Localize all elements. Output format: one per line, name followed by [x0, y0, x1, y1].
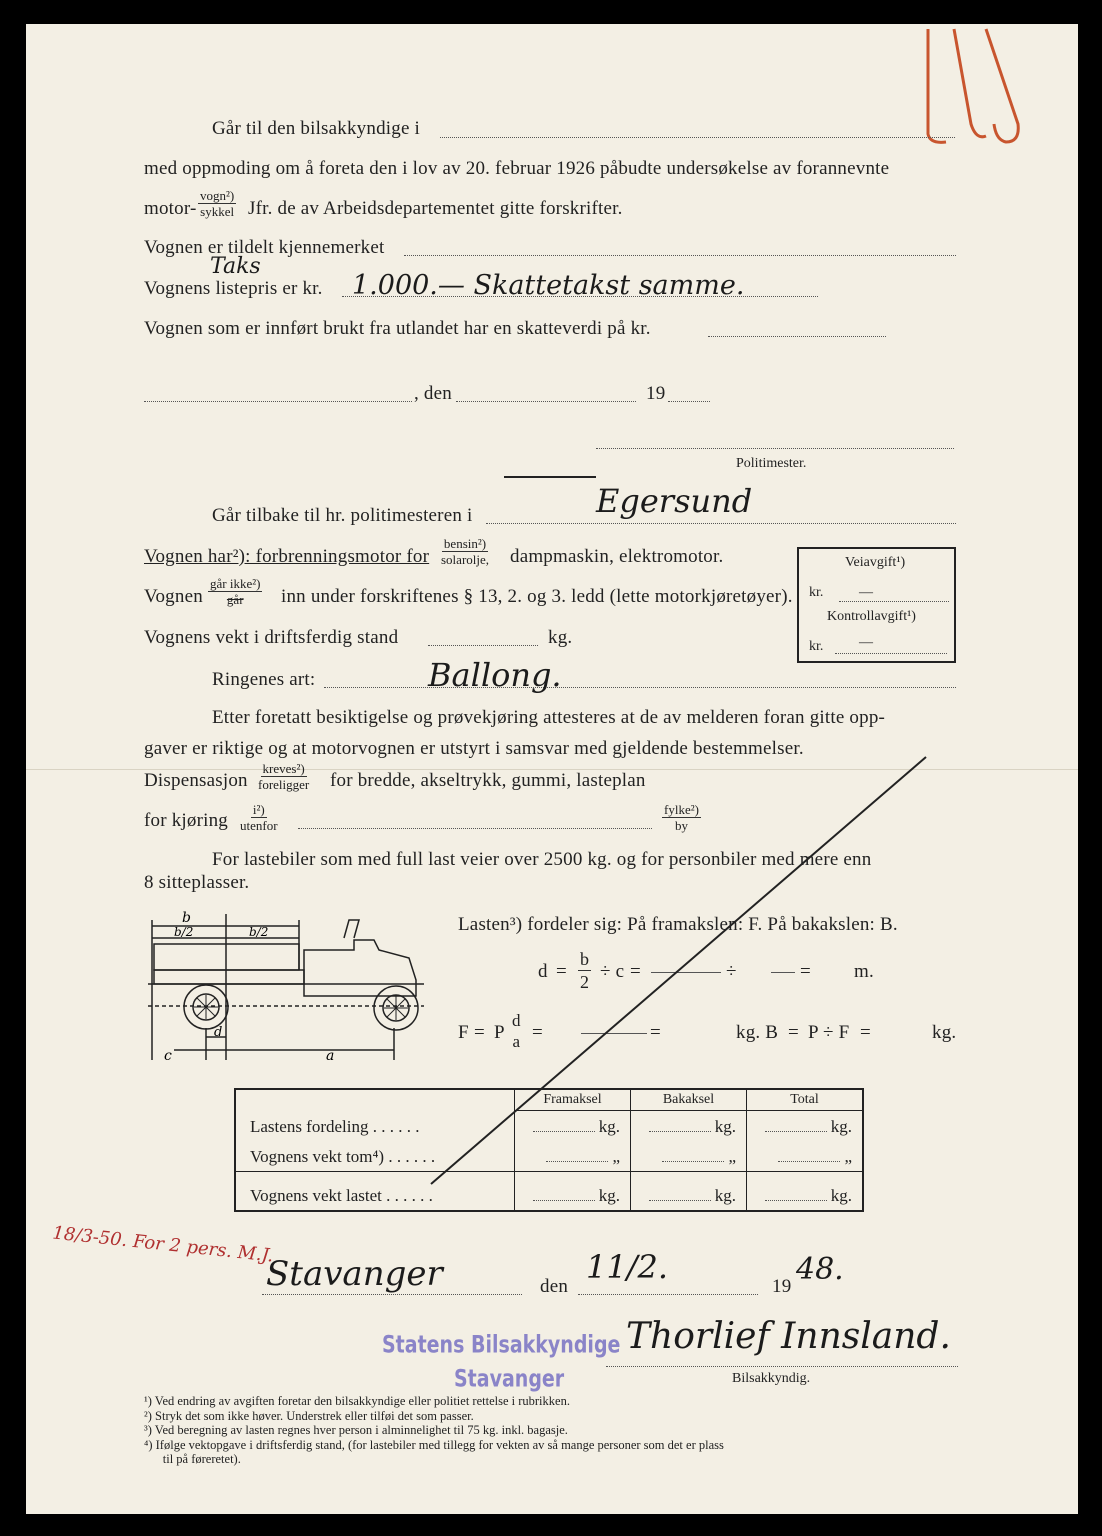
fraction-numerator: vogn²)	[200, 188, 235, 203]
diagram-label-c: c	[164, 1048, 172, 1064]
table-header-cell: Total	[746, 1089, 863, 1111]
header-line3-suffix: Jfr. de av Arbeidsdepartementet gitte forskrifter.	[248, 198, 623, 219]
fraction-numerator: d	[512, 1011, 521, 1030]
vognen-gar-suffix: inn under forskriftenes § 13, 2. og 3. ledd (lette motorkjøretøyer).	[281, 586, 793, 607]
margin-note: 18/3-50. For 2 pers. M.J.	[51, 1222, 275, 1267]
table-cell-unit: „	[728, 1147, 736, 1166]
diagram-label-b2b: b/2	[249, 925, 269, 939]
fraction-numerator: kreves²)	[262, 761, 305, 776]
formula-eq5: =	[532, 1022, 543, 1043]
vekt-label: Vognens vekt i driftsferdig stand	[144, 627, 399, 648]
footnote-4: ⁴) Ifølge vektopgave i driftsferdig stand, (for lastebiler med tillegg for vekten av så mange personer som det er plass	[144, 1437, 724, 1452]
den-label: , den	[414, 383, 452, 404]
fraction-numerator: bensin²)	[443, 536, 487, 551]
footnotes	[144, 1394, 724, 1467]
diagram-label-d: d	[214, 1025, 223, 1040]
table-cell-unit: kg.	[714, 1186, 736, 1205]
table-row-leader: . . . . . .	[368, 1116, 420, 1136]
ballong-handwriting: Ballong.	[428, 656, 562, 694]
place-handwriting: Stavanger	[266, 1254, 443, 1294]
kontrollavgift-dash: —	[859, 635, 873, 650]
sign-den-label: den	[540, 1276, 569, 1297]
diagram-label-b: b	[182, 910, 191, 926]
footnote-4-cont: til på føreretet).	[144, 1452, 241, 1466]
table-cell-unit: „	[844, 1147, 852, 1166]
disp-label: Dispensasjon	[144, 770, 248, 791]
fraction-denominator: foreligger	[258, 777, 310, 792]
formula-eq2: =	[630, 961, 641, 982]
kjoring-label: for kjøring	[144, 810, 228, 831]
signature-handwriting: Thorlief Innsland.	[626, 1316, 951, 1357]
form-page	[26, 24, 1078, 1514]
formula-m: m.	[854, 961, 874, 982]
table-cell-unit: „	[612, 1147, 620, 1166]
header-line1: Går til den bilsakkyndige i	[212, 118, 421, 139]
diagram-label-a: a	[326, 1048, 335, 1064]
listepris-handwriting: 1.000.— Skattetakst samme.	[352, 270, 745, 301]
year-handwriting: 48.	[796, 1252, 844, 1287]
table-header-cell: Framaksel	[514, 1089, 630, 1111]
formula-eq7: =	[788, 1022, 799, 1043]
table-cell-unit: kg.	[714, 1117, 736, 1136]
formula-kg: kg.	[932, 1022, 957, 1043]
footnote-1: ¹) Ved endring av avgiften foretar den bilsakkyndige eller politiet rettelse i rubrikken.	[144, 1394, 570, 1408]
laste-line2: 8 sitteplasser.	[144, 872, 250, 893]
table-row-label: Vognens vekt tom⁴)	[250, 1147, 385, 1166]
laste-line1: For lastebiler som med full last veier over 2500 kg. og for personbiler med mere enn	[212, 849, 872, 870]
etter-line2: gaver er riktige og at motorvognen er utstyrt i samsvar med gjeldende bestemmelser.	[144, 738, 804, 759]
vognen-har-suffix: dampmaskin, elektromotor.	[510, 546, 724, 567]
table-cell-unit: kg.	[830, 1117, 852, 1136]
tilbake-label: Går tilbake til hr. politimesteren i	[212, 505, 473, 526]
vognen-har-label: Vognen har²): forbrenningsmotor for	[144, 546, 430, 567]
veiavgift-dash: —	[859, 585, 873, 600]
bilsakkyndig-label: Bilsakkyndig.	[732, 1371, 811, 1386]
formula-F: F	[458, 1022, 469, 1043]
table-row-leader: . . . . . .	[381, 1186, 433, 1205]
footnote-2: ²) Stryk det som ikke høver. Understrek eller tilføi det som passer.	[144, 1408, 474, 1423]
date-handwriting: 11/2.	[586, 1248, 669, 1286]
fraction-numerator: fylke²)	[664, 802, 699, 817]
diagram-label-b2a: b/2	[174, 925, 194, 939]
kontrollavgift-kr: kr.	[809, 639, 824, 654]
header-line2: med oppmoding om å foreta den i lov av 20. februar 1926 påbudte undersøkelse av forannevnte	[144, 158, 890, 179]
fraction-denominator: solarolje,	[441, 552, 490, 567]
formula-PdivF: P ÷ F	[808, 1022, 850, 1043]
year-label: 19	[646, 383, 666, 404]
formula-kgB: kg. B	[736, 1022, 779, 1043]
politimester-label: Politimester.	[736, 456, 807, 471]
formula-eq6: =	[650, 1022, 661, 1043]
disp-suffix: for bredde, akseltrykk, gummi, lasteplan	[330, 770, 646, 791]
formula-eq3: =	[800, 961, 811, 982]
table-cell-unit: kg.	[598, 1186, 620, 1205]
skatteverdi-label: Vognen som er innført brukt fra utlandet har en skatteverdi på kr.	[144, 318, 651, 339]
veiavgift-label: Veiavgift¹)	[845, 555, 906, 570]
ringer-label: Ringenes art:	[212, 669, 316, 690]
formula-d: d	[538, 961, 548, 982]
fraction-denominator: utenfor	[240, 818, 278, 833]
fraction-denominator: går	[226, 592, 244, 607]
place-sign-blank	[262, 1294, 522, 1295]
formula-eq4: =	[474, 1022, 485, 1043]
formula-eq1: =	[556, 961, 567, 982]
kjennemerke-label: Vognen er tildelt kjennemerket	[144, 237, 385, 258]
listepris-label: Vognens listepris er kr.	[144, 278, 323, 299]
fraction-numerator: går ikke²)	[210, 576, 261, 591]
egersund-handwriting: Egersund	[596, 482, 753, 520]
fraction-numerator: i²)	[252, 802, 265, 817]
sign-date-blank	[578, 1294, 758, 1295]
taks-handwriting: Taks	[210, 254, 261, 279]
sign-year-label: 19	[772, 1276, 792, 1297]
table-row-label: Vognens vekt lastet	[250, 1186, 382, 1205]
fraction-numerator: b	[580, 949, 589, 969]
fraction-denominator: sykkel	[200, 204, 235, 219]
table-row-leader: . . . . . .	[384, 1147, 436, 1166]
vognen-gar-label: Vognen	[144, 586, 203, 607]
stamp-stavanger: Stavanger	[454, 1365, 565, 1393]
header-line3-prefix: motor-	[144, 198, 197, 219]
kontrollavgift-label: Kontrollavgift¹)	[827, 609, 916, 624]
formula-div: ÷	[726, 961, 737, 982]
fraction-denominator: 2	[580, 972, 589, 992]
signature-blank	[606, 1366, 958, 1367]
etter-line1: Etter foretatt besiktigelse og prøvekjøring attesteres at de av melderen foran gitte opp-	[212, 707, 886, 728]
formula-eq8: =	[860, 1022, 871, 1043]
lasten-line: Lasten³) fordeler sig: På framakslen: F. På bakakslen: B.	[458, 914, 898, 935]
table-row-label: Lastens fordeling	[250, 1116, 369, 1136]
footnote-3: ³) Ved beregning av lasten regnes hver person i alminnelighet til 75 kg. inkl. bagasje.	[144, 1423, 568, 1437]
vekt-kg: kg.	[548, 627, 573, 648]
table-header-cell: Bakaksel	[630, 1089, 746, 1111]
fraction-denominator: a	[512, 1032, 521, 1051]
table-cell-unit: kg.	[598, 1117, 620, 1136]
formula-div-c: ÷ c	[600, 961, 625, 982]
table-cell-unit: kg.	[830, 1186, 852, 1205]
formula-P: P	[494, 1022, 505, 1043]
fraction-denominator: by	[674, 818, 688, 833]
veiavgift-kr: kr.	[809, 585, 824, 600]
stamp-statens: Statens Bilsakkyndige	[382, 1331, 621, 1359]
